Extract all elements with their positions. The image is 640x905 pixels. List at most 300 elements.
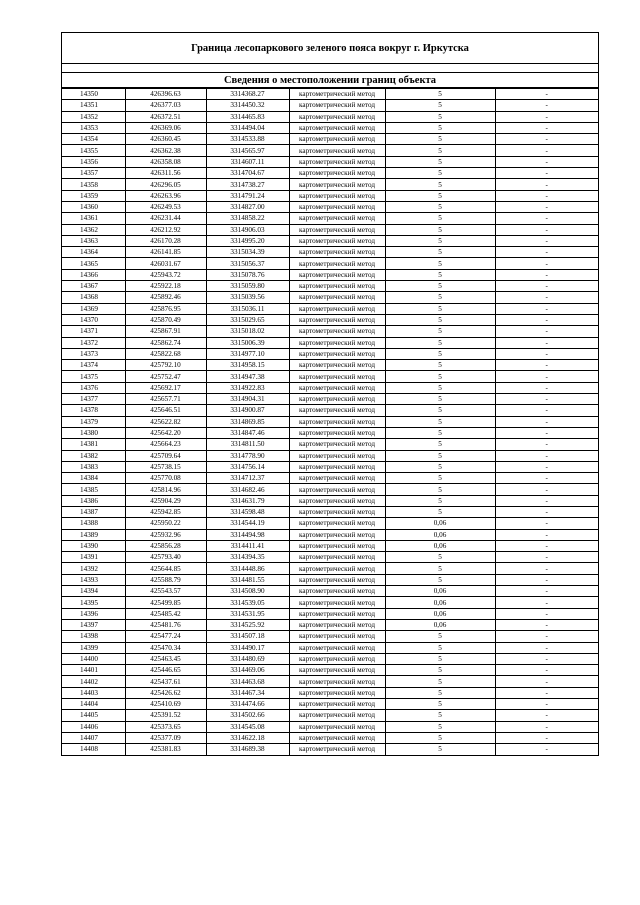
accuracy-cell: 5 [385,665,495,676]
table-row [62,552,598,563]
y-coordinate-cell: 3314490.17 [206,642,289,653]
table-row [62,699,598,710]
description-cell: - [495,111,598,122]
y-coordinate-cell: 3314900.87 [206,405,289,416]
table-row [62,314,598,325]
accuracy-cell: 5 [385,269,495,280]
table-row [62,122,598,133]
point-number-cell: 14406 [62,721,125,732]
method-cell: картометрический метод [289,518,385,529]
accuracy-cell: 5 [385,190,495,201]
table-row [62,235,598,246]
x-coordinate-cell: 426296.05 [125,179,206,190]
point-number-cell: 14385 [62,484,125,495]
x-coordinate-cell: 426170.28 [125,235,206,246]
document-frame [61,32,599,756]
description-cell: - [495,574,598,585]
x-coordinate-cell: 425622.82 [125,416,206,427]
table-row [62,495,598,506]
description-cell: - [495,360,598,371]
table-row [62,213,598,224]
table-row [62,145,598,156]
point-number-cell: 14383 [62,461,125,472]
y-coordinate-cell: 3314712.37 [206,473,289,484]
accuracy-cell: 5 [385,484,495,495]
x-coordinate-cell: 425646.51 [125,405,206,416]
y-coordinate-cell: 3314827.00 [206,201,289,212]
method-cell: картометрический метод [289,269,385,280]
accuracy-cell: 5 [385,111,495,122]
x-coordinate-cell: 425437.61 [125,676,206,687]
y-coordinate-cell: 3314704.67 [206,168,289,179]
y-coordinate-cell: 3315059.80 [206,281,289,292]
table-row [62,732,598,743]
accuracy-cell: 5 [385,699,495,710]
point-number-cell: 14396 [62,608,125,619]
accuracy-cell: 0,06 [385,597,495,608]
description-cell: - [495,416,598,427]
point-number-cell: 14356 [62,156,125,167]
accuracy-cell: 0,06 [385,619,495,630]
point-number-cell: 14365 [62,258,125,269]
y-coordinate-cell: 3314598.48 [206,506,289,517]
accuracy-cell: 5 [385,439,495,450]
x-coordinate-cell: 426263.96 [125,190,206,201]
method-cell: картометрический метод [289,676,385,687]
x-coordinate-cell: 425770.08 [125,473,206,484]
description-cell: - [495,665,598,676]
x-coordinate-cell: 425426.62 [125,687,206,698]
accuracy-cell: 5 [385,247,495,258]
description-cell: - [495,529,598,540]
x-coordinate-cell: 425410.69 [125,699,206,710]
table-row [62,473,598,484]
y-coordinate-cell: 3314904.31 [206,394,289,405]
method-cell: картометрический метод [289,563,385,574]
description-cell: - [495,427,598,438]
accuracy-cell: 5 [385,506,495,517]
method-cell: картометрический метод [289,235,385,246]
y-coordinate-cell: 3314494.98 [206,529,289,540]
accuracy-cell: 0,06 [385,586,495,597]
point-number-cell: 14390 [62,540,125,551]
y-coordinate-cell: 3314995.20 [206,235,289,246]
method-cell: картометрический метод [289,687,385,698]
y-coordinate-cell: 3314394.35 [206,552,289,563]
point-number-cell: 14380 [62,427,125,438]
accuracy-cell: 5 [385,100,495,111]
method-cell: картометрический метод [289,190,385,201]
table-row [62,292,598,303]
accuracy-cell: 5 [385,687,495,698]
table-row [62,269,598,280]
point-number-cell: 14389 [62,529,125,540]
accuracy-cell: 5 [385,744,495,755]
method-cell: картометрический метод [289,179,385,190]
method-cell: картометрический метод [289,134,385,145]
point-number-cell: 14403 [62,687,125,698]
description-cell: - [495,258,598,269]
x-coordinate-cell: 425856.28 [125,540,206,551]
description-cell: - [495,484,598,495]
method-cell: картометрический метод [289,100,385,111]
point-number-cell: 14377 [62,394,125,405]
method-cell: картометрический метод [289,484,385,495]
table-row [62,201,598,212]
accuracy-cell: 0,06 [385,529,495,540]
method-cell: картометрический метод [289,495,385,506]
point-number-cell: 14370 [62,314,125,325]
y-coordinate-cell: 3315018.02 [206,326,289,337]
accuracy-cell: 5 [385,574,495,585]
point-number-cell: 14386 [62,495,125,506]
description-cell: - [495,642,598,653]
description-cell: - [495,450,598,461]
y-coordinate-cell: 3314622.18 [206,732,289,743]
y-coordinate-cell: 3314778.90 [206,450,289,461]
y-coordinate-cell: 3314947.38 [206,371,289,382]
description-cell: - [495,292,598,303]
point-number-cell: 14374 [62,360,125,371]
y-coordinate-cell: 3314922.83 [206,382,289,393]
point-number-cell: 14353 [62,122,125,133]
y-coordinate-cell: 3314474.66 [206,699,289,710]
y-coordinate-cell: 3315078.76 [206,269,289,280]
accuracy-cell: 5 [385,710,495,721]
x-coordinate-cell: 425642.20 [125,427,206,438]
point-number-cell: 14391 [62,552,125,563]
accuracy-cell: 5 [385,89,495,100]
point-number-cell: 14378 [62,405,125,416]
description-cell: - [495,337,598,348]
x-coordinate-cell: 425692.17 [125,382,206,393]
x-coordinate-cell: 425481.76 [125,619,206,630]
method-cell: картометрический метод [289,405,385,416]
table-row [62,168,598,179]
point-number-cell: 14382 [62,450,125,461]
header-spacer [62,64,598,73]
description-cell: - [495,168,598,179]
method-cell: картометрический метод [289,631,385,642]
table-row [62,484,598,495]
accuracy-cell: 5 [385,360,495,371]
y-coordinate-cell: 3314858.22 [206,213,289,224]
x-coordinate-cell: 426311.56 [125,168,206,179]
y-coordinate-cell: 3314448.86 [206,563,289,574]
y-coordinate-cell: 3314539.05 [206,597,289,608]
point-number-cell: 14392 [62,563,125,574]
description-cell: - [495,201,598,212]
y-coordinate-cell: 3314545.08 [206,721,289,732]
x-coordinate-cell: 425657.71 [125,394,206,405]
point-number-cell: 14408 [62,744,125,755]
accuracy-cell: 0,06 [385,608,495,619]
x-coordinate-cell: 426358.08 [125,156,206,167]
y-coordinate-cell: 3314811.50 [206,439,289,450]
table-row [62,360,598,371]
method-cell: картометрический метод [289,721,385,732]
table-row [62,348,598,359]
accuracy-cell: 5 [385,721,495,732]
table-row [62,179,598,190]
table-row [62,371,598,382]
y-coordinate-cell: 3314977.10 [206,348,289,359]
table-row [62,111,598,122]
table-row [62,450,598,461]
table-row [62,303,598,314]
point-number-cell: 14352 [62,111,125,122]
table-row [62,394,598,405]
section-title: Сведения о местоположении границ объекта [62,73,598,88]
table-row [62,247,598,258]
point-number-cell: 14393 [62,574,125,585]
x-coordinate-cell: 426249.53 [125,201,206,212]
point-number-cell: 14397 [62,619,125,630]
table-row [62,416,598,427]
point-number-cell: 14362 [62,224,125,235]
point-number-cell: 14407 [62,732,125,743]
y-coordinate-cell: 3314463.68 [206,676,289,687]
y-coordinate-cell: 3314508.90 [206,586,289,597]
description-cell: - [495,699,598,710]
method-cell: картометрический метод [289,473,385,484]
x-coordinate-cell: 425814.96 [125,484,206,495]
y-coordinate-cell: 3315006.39 [206,337,289,348]
description-cell: - [495,619,598,630]
table-row [62,529,598,540]
description-cell: - [495,732,598,743]
point-number-cell: 14364 [62,247,125,258]
description-cell: - [495,608,598,619]
x-coordinate-cell: 425485.42 [125,608,206,619]
table-row [62,439,598,450]
table-row [62,665,598,676]
table-row [62,687,598,698]
accuracy-cell: 5 [385,405,495,416]
method-cell: картометрический метод [289,213,385,224]
point-number-cell: 14379 [62,416,125,427]
method-cell: картометрический метод [289,653,385,664]
x-coordinate-cell: 426031.67 [125,258,206,269]
y-coordinate-cell: 3314847.46 [206,427,289,438]
point-number-cell: 14368 [62,292,125,303]
method-cell: картометрический метод [289,427,385,438]
y-coordinate-cell: 3314450.32 [206,100,289,111]
method-cell: картометрический метод [289,540,385,551]
method-cell: картометрический метод [289,145,385,156]
y-coordinate-cell: 3314958.15 [206,360,289,371]
coordinates-table [62,88,598,755]
y-coordinate-cell: 3314756.14 [206,461,289,472]
description-cell: - [495,676,598,687]
y-coordinate-cell: 3314607.11 [206,156,289,167]
x-coordinate-cell: 425793.40 [125,552,206,563]
table-row [62,156,598,167]
table-row [62,721,598,732]
accuracy-cell: 0,06 [385,540,495,551]
point-number-cell: 14398 [62,631,125,642]
method-cell: картометрический метод [289,699,385,710]
method-cell: картометрический метод [289,360,385,371]
method-cell: картометрический метод [289,439,385,450]
x-coordinate-cell: 425932.96 [125,529,206,540]
y-coordinate-cell: 3314525.92 [206,619,289,630]
coordinates-table-body [62,89,598,755]
accuracy-cell: 5 [385,732,495,743]
accuracy-cell: 5 [385,676,495,687]
description-cell: - [495,394,598,405]
method-cell: картометрический метод [289,281,385,292]
accuracy-cell: 5 [385,168,495,179]
y-coordinate-cell: 3314469.06 [206,665,289,676]
y-coordinate-cell: 3315039.56 [206,292,289,303]
description-cell: - [495,224,598,235]
table-row [62,597,598,608]
x-coordinate-cell: 425867.91 [125,326,206,337]
x-coordinate-cell: 425752.47 [125,371,206,382]
table-row [62,642,598,653]
table-row [62,190,598,201]
accuracy-cell: 5 [385,416,495,427]
x-coordinate-cell: 425876.95 [125,303,206,314]
method-cell: картометрический метод [289,337,385,348]
x-coordinate-cell: 426369.06 [125,122,206,133]
point-number-cell: 14372 [62,337,125,348]
method-cell: картометрический метод [289,348,385,359]
point-number-cell: 14350 [62,89,125,100]
method-cell: картометрический метод [289,303,385,314]
description-cell: - [495,235,598,246]
description-cell: - [495,281,598,292]
x-coordinate-cell: 425922.18 [125,281,206,292]
method-cell: картометрический метод [289,111,385,122]
table-row [62,258,598,269]
table-row [62,427,598,438]
x-coordinate-cell: 426396.63 [125,89,206,100]
y-coordinate-cell: 3314494.04 [206,122,289,133]
x-coordinate-cell: 425709.64 [125,450,206,461]
table-row [62,224,598,235]
x-coordinate-cell: 425446.65 [125,665,206,676]
method-cell: картометрический метод [289,710,385,721]
table-row [62,653,598,664]
table-row [62,608,598,619]
method-cell: картометрический метод [289,258,385,269]
description-cell: - [495,461,598,472]
description-cell: - [495,156,598,167]
accuracy-cell: 5 [385,224,495,235]
accuracy-cell: 5 [385,337,495,348]
x-coordinate-cell: 426231.44 [125,213,206,224]
accuracy-cell: 5 [385,461,495,472]
x-coordinate-cell: 425470.34 [125,642,206,653]
method-cell: картометрический метод [289,371,385,382]
y-coordinate-cell: 3315056.37 [206,258,289,269]
y-coordinate-cell: 3314507.18 [206,631,289,642]
description-cell: - [495,597,598,608]
x-coordinate-cell: 425792.10 [125,360,206,371]
y-coordinate-cell: 3315036.11 [206,303,289,314]
accuracy-cell: 5 [385,145,495,156]
description-cell: - [495,744,598,755]
accuracy-cell: 5 [385,281,495,292]
accuracy-cell: 5 [385,156,495,167]
x-coordinate-cell: 425588.79 [125,574,206,585]
description-cell: - [495,631,598,642]
method-cell: картометрический метод [289,326,385,337]
point-number-cell: 14358 [62,179,125,190]
description-cell: - [495,540,598,551]
method-cell: картометрический метод [289,450,385,461]
accuracy-cell: 5 [385,653,495,664]
method-cell: картометрический метод [289,586,385,597]
table-row [62,744,598,755]
point-number-cell: 14384 [62,473,125,484]
accuracy-cell: 5 [385,314,495,325]
description-cell: - [495,721,598,732]
method-cell: картометрический метод [289,168,385,179]
accuracy-cell: 5 [385,563,495,574]
description-cell: - [495,122,598,133]
accuracy-cell: 5 [385,382,495,393]
y-coordinate-cell: 3314481.55 [206,574,289,585]
y-coordinate-cell: 3314467.34 [206,687,289,698]
x-coordinate-cell: 425892.46 [125,292,206,303]
y-coordinate-cell: 3315034.39 [206,247,289,258]
point-number-cell: 14375 [62,371,125,382]
y-coordinate-cell: 3314565.97 [206,145,289,156]
accuracy-cell: 5 [385,292,495,303]
table-row [62,676,598,687]
x-coordinate-cell: 426141.85 [125,247,206,258]
method-cell: картометрический метод [289,292,385,303]
table-row [62,100,598,111]
point-number-cell: 14363 [62,235,125,246]
point-number-cell: 14400 [62,653,125,664]
description-cell: - [495,190,598,201]
point-number-cell: 14381 [62,439,125,450]
description-cell: - [495,586,598,597]
y-coordinate-cell: 3314738.27 [206,179,289,190]
table-row [62,574,598,585]
x-coordinate-cell: 425738.15 [125,461,206,472]
table-row [62,337,598,348]
method-cell: картометрический метод [289,89,385,100]
y-coordinate-cell: 3314791.24 [206,190,289,201]
description-cell: - [495,145,598,156]
point-number-cell: 14359 [62,190,125,201]
description-cell: - [495,100,598,111]
accuracy-cell: 5 [385,631,495,642]
point-number-cell: 14404 [62,699,125,710]
accuracy-cell: 5 [385,348,495,359]
method-cell: картометрический метод [289,382,385,393]
y-coordinate-cell: 3314682.46 [206,484,289,495]
point-number-cell: 14361 [62,213,125,224]
method-cell: картометрический метод [289,247,385,258]
description-cell: - [495,179,598,190]
point-number-cell: 14354 [62,134,125,145]
method-cell: картометрический метод [289,665,385,676]
y-coordinate-cell: 3314465.83 [206,111,289,122]
accuracy-cell: 5 [385,303,495,314]
description-cell: - [495,213,598,224]
method-cell: картометрический метод [289,314,385,325]
table-row [62,89,598,100]
point-number-cell: 14399 [62,642,125,653]
description-cell: - [495,710,598,721]
description-cell: - [495,518,598,529]
